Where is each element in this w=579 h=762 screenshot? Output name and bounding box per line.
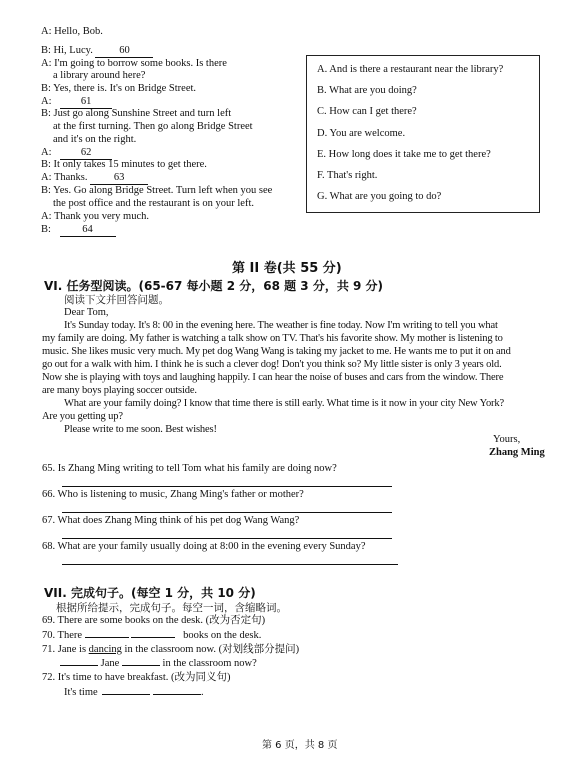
dialogue-line-11: A: Thank you very much. bbox=[41, 211, 149, 222]
dialogue-line-2: B: Hi, Lucy. 60 bbox=[41, 45, 153, 58]
question-67: 67. What does Zhang Ming think of his pet dog Wang Wang? bbox=[42, 515, 300, 526]
letter-line: music. She likes music very much. My pet dog Wang Wang is taking my jacket to me. He wants me to put it on and bbox=[42, 346, 511, 357]
answer-blank-61[interactable]: 61 bbox=[60, 96, 112, 109]
question-72: 72. It's time to have breakfast. (改为同义句) bbox=[42, 672, 231, 683]
question-72-answer: It's time . bbox=[64, 687, 204, 698]
letter-line: go out for a walk with him. I think he is such a clever dog! Don't you think so? My little sister is only 3 years old. bbox=[42, 359, 502, 370]
answer-blank-60[interactable]: 60 bbox=[95, 45, 153, 58]
question-70: 70. There books on the desk. bbox=[42, 630, 262, 641]
question-71-answer: Jane in the classroom now? bbox=[60, 658, 257, 670]
dialogue-line-10b: the post office and the restaurant is on your left. bbox=[53, 198, 254, 209]
section6-instruction: 阅读下文并回答问题。 bbox=[64, 294, 169, 306]
answer-blank-62[interactable]: 62 bbox=[60, 147, 112, 160]
option-b: B. What are you doing? bbox=[317, 85, 417, 96]
letter-line: Please write to me soon. Best wishes! bbox=[64, 424, 217, 435]
answer-line-65[interactable] bbox=[62, 486, 392, 487]
dialogue-line-12: B: 64 bbox=[41, 224, 116, 237]
letter-line: It's Sunday today. It's 8: 00 in the evening here. The weather is fine today. Now I'm writing to tell you what bbox=[64, 320, 498, 331]
letter-signature: Zhang Ming bbox=[489, 447, 545, 458]
option-g: G. What are you going to do? bbox=[317, 191, 442, 202]
letter-line: Are you getting up? bbox=[42, 411, 123, 422]
option-d: D. You are welcome. bbox=[317, 128, 406, 139]
dialogue-line-3b: a library around here? bbox=[53, 70, 146, 81]
dialogue-line-6: B: Just go along Sunshine Street and turn left bbox=[41, 108, 232, 119]
answer-line-66[interactable] bbox=[62, 512, 392, 513]
dialogue-line-4: B: Yes, there is. It's on Bridge Street. bbox=[41, 83, 197, 94]
letter-line: Now she is playing with toys and laughing happily. I can hear the noise of buses and cars from the window. There bbox=[42, 372, 504, 383]
dialogue-line-1: A: Hello, Bob. bbox=[41, 26, 103, 37]
question-69: 69. There are some books on the desk. (改为否定句) bbox=[42, 615, 266, 626]
answer-blank[interactable] bbox=[102, 694, 150, 695]
dialogue-line-10: B: Yes. Go along Bridge Street. Turn left when you see bbox=[41, 185, 273, 196]
section7-instruction: 根据所给提示，完成句子。每空一词，含缩略词。 bbox=[56, 602, 287, 614]
dialogue-line-3: A: I'm going to borrow some books. Is there bbox=[41, 58, 227, 69]
section7-heading: VII. 完成句子。(每空 1 分，共 10 分) bbox=[44, 586, 256, 600]
dialogue-line-5: A: 61 bbox=[41, 96, 112, 109]
answer-blank[interactable] bbox=[153, 694, 201, 695]
section6-heading: VI. 任务型阅读。(65-67 每小题 2 分，68 题 3 分，共 9 分) bbox=[44, 279, 384, 293]
letter-line: my family are doing. My father is watching a talk show on TV. That's his favorite show. My mother is listening to bbox=[42, 333, 503, 344]
letter-salutation: Dear Tom, bbox=[64, 307, 109, 318]
dialogue-line-6b: at the first turning. Then go along Bridge Street bbox=[53, 121, 253, 132]
letter-sign-off: Yours, bbox=[493, 434, 521, 445]
letter-line: are many boys playing soccer outside. bbox=[42, 385, 197, 396]
answer-blank-63[interactable]: 63 bbox=[90, 172, 148, 185]
answer-blank[interactable] bbox=[85, 637, 129, 638]
answer-blank-64[interactable]: 64 bbox=[60, 224, 116, 237]
answer-blank[interactable] bbox=[122, 665, 160, 666]
option-c: C. How can I get there? bbox=[317, 106, 417, 117]
answer-line-67[interactable] bbox=[62, 538, 392, 539]
answer-blank[interactable] bbox=[131, 637, 175, 638]
dialogue-line-6c: and it's on the right. bbox=[53, 134, 137, 145]
part2-title: 第 II 卷(共 55 分) bbox=[232, 261, 342, 276]
answer-line-68[interactable] bbox=[62, 564, 398, 565]
question-68: 68. What are your family usually doing at 8:00 in the evening every Sunday? bbox=[42, 541, 366, 552]
dialogue-line-7: A: 62 bbox=[41, 147, 112, 160]
dialogue-line-8: B: It only takes 15 minutes to get there. bbox=[41, 159, 207, 170]
option-f: F. That's right. bbox=[317, 170, 378, 181]
question-71: 71. Jane is dancing in the classroom now. (对划线部分提问) bbox=[42, 644, 300, 655]
page-footer: 第 6 页，共 8 页 bbox=[262, 740, 338, 751]
question-66: 66. Who is listening to music, Zhang Ming's father or mother? bbox=[42, 489, 304, 500]
answer-blank[interactable] bbox=[60, 665, 98, 666]
letter-line: What are your family doing? I know that time there is still early. What time is it now in your city New York? bbox=[64, 398, 505, 409]
option-e: E. How long does it take me to get there? bbox=[317, 149, 491, 160]
underlined-word: dancing bbox=[88, 644, 122, 655]
options-box bbox=[306, 55, 540, 213]
dialogue-line-9: A: Thanks. 63 bbox=[41, 172, 148, 185]
question-65: 65. Is Zhang Ming writing to tell Tom what his family are doing now? bbox=[42, 463, 337, 474]
option-a: A. And is there a restaurant near the library? bbox=[317, 64, 504, 75]
